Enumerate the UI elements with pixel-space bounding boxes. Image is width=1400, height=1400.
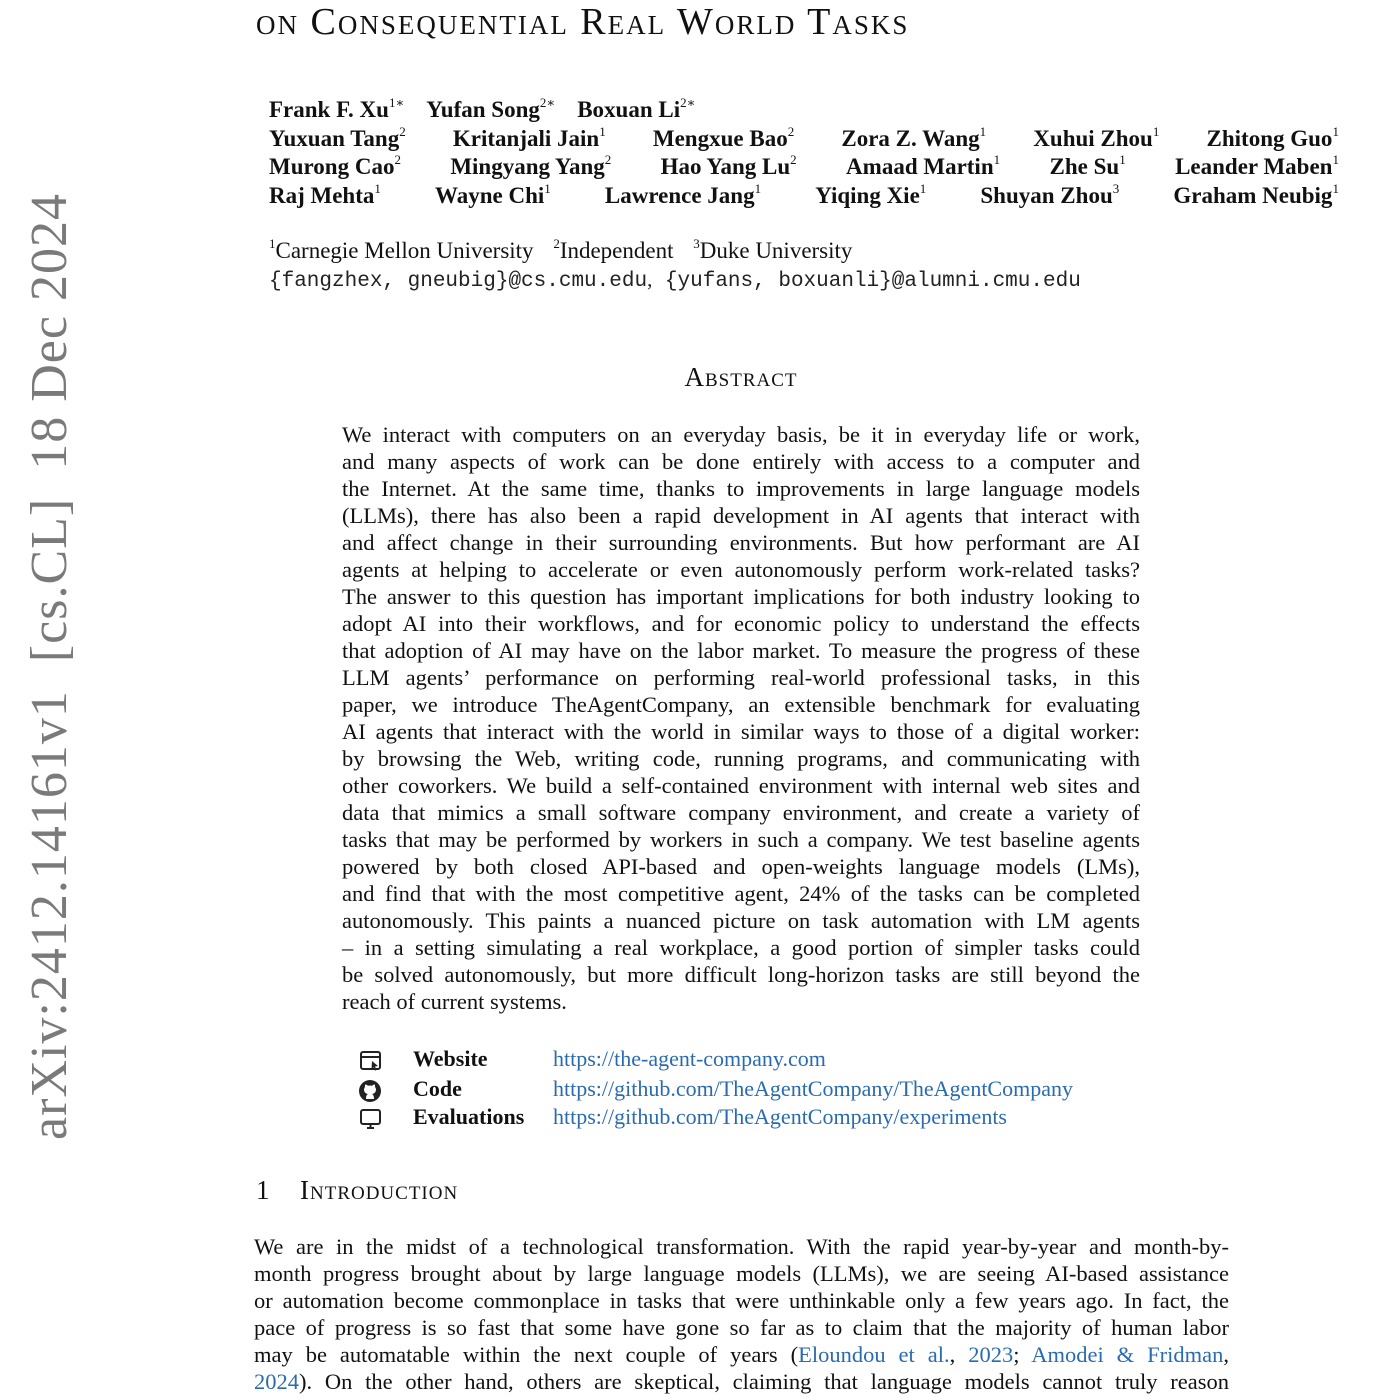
author-row-1 bbox=[269, 96, 1339, 125]
abstract-line: agents at helping to accelerate or even autonomously perform work-related tasks? bbox=[342, 557, 1140, 582]
intro-line: or automation become commonplace in tasks that were unthinkable only a few years ago. In fact, the bbox=[254, 1288, 1229, 1313]
author: Zora Z. Wang$^1$ bbox=[841, 123, 987, 151]
arxiv-identifier-stamp: arXiv:2412.14161v1 [cs.CL] 18 Dec 2024 bbox=[21, 193, 78, 1140]
evaluations-link[interactable]: https://github.com/TheAgentCompany/experiments bbox=[553, 1104, 1007, 1129]
intro-line: pace of progress is so fast that some have gone so far as to claim that the majority of human labor bbox=[254, 1315, 1229, 1340]
abstract-line: and affect change in their surrounding environments. But how performant are AI bbox=[342, 530, 1140, 555]
abstract-line: (LLMs), there has also been a rapid development in AI agents that interact with bbox=[342, 503, 1140, 528]
abstract-line: – in a setting simulating a real workplace, a good portion of simpler tasks could bbox=[342, 935, 1140, 960]
monitor-icon bbox=[358, 1107, 384, 1131]
author: Amaad Martin$^1$ bbox=[846, 152, 1001, 179]
author: Mengxue Bao$^2$ bbox=[652, 123, 795, 151]
website-link[interactable]: https://the-agent-company.com bbox=[553, 1046, 826, 1071]
abstract-line: the Internet. At the same time, thanks to improvements in large language models bbox=[342, 476, 1140, 501]
author: Wayne Chi$^1$ bbox=[435, 180, 551, 208]
author: Murong Cao$^2$ bbox=[269, 152, 401, 179]
author: Lawrence Jang$^1$ bbox=[604, 180, 762, 208]
author: Shuyan Zhou$^3$ bbox=[980, 180, 1120, 208]
author: Boxuan $Li^{2∗}$ bbox=[577, 95, 696, 122]
link-label: Code bbox=[413, 1076, 462, 1101]
abstract-line: reach of current systems. bbox=[342, 989, 567, 1014]
abstract-line: LLM agents’ performance on performing real-world professional tasks, in this bbox=[342, 665, 1140, 690]
abstract-line: that adoption of AI may have on the labor market. To measure the progress of these bbox=[342, 638, 1140, 663]
citation-year-link[interactable]: 2024 bbox=[254, 1369, 299, 1394]
abstract-line: and many aspects of work can be done entirely with access to a computer and bbox=[342, 449, 1140, 474]
abstract-heading: Abstract bbox=[684, 362, 798, 392]
author: Zhe Su$^1$ bbox=[1049, 152, 1126, 179]
author-emails: {fangzhex, gneubig}@cs.cmu.edu, {yufans, boxuanli}@alumni.cmu.edu bbox=[269, 267, 1081, 293]
citation-year-link[interactable]: 2023 bbox=[968, 1342, 1014, 1367]
author: Leander Maben$^1$ bbox=[1175, 152, 1339, 179]
link-label: Evaluations bbox=[413, 1104, 525, 1129]
abstract-line: We interact with computers on an everyday basis, be it in everyday life or work, bbox=[342, 422, 1140, 447]
intro-line: may be automatable within the next couple of years (Eloundou et al., 2023; Amodei & Fridman, bbox=[254, 1342, 1230, 1367]
affiliations: $^1$Carnegie Mellon University $^2$Independent $^3$Duke University bbox=[269, 236, 853, 263]
author: Frank F. $Xu^{1∗}$ bbox=[269, 95, 405, 122]
abstract-line: data that mimics a small software company environment, and create a variety of bbox=[342, 800, 1140, 825]
author: Xuhui Zhou$^1$ bbox=[1033, 123, 1160, 151]
author: Zhitong Guo$^1$ bbox=[1206, 123, 1339, 151]
code-repo-link[interactable]: https://github.com/TheAgentCompany/TheAgentCompany bbox=[553, 1076, 1073, 1101]
author-row-3 bbox=[269, 153, 1339, 182]
section-heading-introduction: 1 Introduction bbox=[256, 1175, 459, 1205]
abstract-line: AI agents that interact with the world in similar ways to those of a digital worker: bbox=[342, 719, 1140, 744]
abstract-line: by browsing the Web, writing code, running programs, and communicating with bbox=[342, 746, 1140, 771]
author: Yufan Song$^{2∗}$ bbox=[426, 95, 556, 122]
author: Graham Neubig$^1$ bbox=[1173, 180, 1339, 208]
abstract-line: other coworkers. We build a self-contained environment with internal web sites and bbox=[342, 773, 1140, 798]
abstract-line: The answer to this question has important implications for both industry looking to bbox=[342, 584, 1140, 609]
paper-title-line: on Consequential Real World Tasks bbox=[256, 1, 910, 43]
abstract-line: adopt AI into their workflows, and for economic policy to understand the effects bbox=[342, 611, 1140, 636]
citation-link[interactable]: Amodei & Fridman bbox=[1031, 1342, 1224, 1367]
abstract-line: autonomously. This paints a nuanced picture on task automation with LM agents bbox=[342, 908, 1140, 933]
intro-line: month progress brought about by large language models (LLMs), we are seeing AI-based assistance bbox=[254, 1261, 1229, 1286]
abstract-line: tasks that may be performed by workers in such a company. We test baseline agents bbox=[342, 827, 1140, 852]
email-group-cmu: {fangzhex, gneubig}@cs.cmu.edu bbox=[269, 270, 648, 293]
author: Mingyang Yang$^2$ bbox=[450, 152, 612, 179]
author-row-4 bbox=[269, 182, 1339, 211]
author: Hao Yang Lu$^2$ bbox=[660, 152, 797, 179]
author: Yiqing Xie$^1$ bbox=[815, 180, 927, 208]
browser-icon bbox=[358, 1049, 384, 1073]
github-icon bbox=[358, 1079, 384, 1103]
intro-line: We are in the midst of a technological transformation. With the rapid year-by-year and month-by- bbox=[254, 1234, 1229, 1259]
citation-link[interactable]: Eloundou et al. bbox=[798, 1342, 950, 1367]
abstract-line: powered by both closed API-based and open-weights language models (LMs), bbox=[342, 854, 1140, 879]
author: Kritanjali Jain$^1$ bbox=[452, 123, 606, 151]
intro-line: 2024). On the other hand, others are skeptical, claiming that language models cannot truly reason bbox=[254, 1369, 1229, 1394]
author: Yuxuan Tang$^2$ bbox=[269, 123, 406, 151]
author-row-2 bbox=[269, 125, 1339, 154]
author-list bbox=[269, 96, 1339, 210]
abstract-line: and find that with the most competitive agent, 24% of the tasks can be completed bbox=[342, 881, 1140, 906]
link-label: Website bbox=[413, 1046, 488, 1071]
author: Raj Mehta$^1$ bbox=[269, 180, 381, 208]
abstract-line: paper, we introduce TheAgentCompany, an extensible benchmark for evaluating bbox=[342, 692, 1140, 717]
email-group-alumni: {yufans, boxuanli}@alumni.cmu.edu bbox=[664, 270, 1081, 293]
abstract-line: be solved autonomously, but more difficult long-horizon tasks are still beyond the bbox=[342, 962, 1140, 987]
